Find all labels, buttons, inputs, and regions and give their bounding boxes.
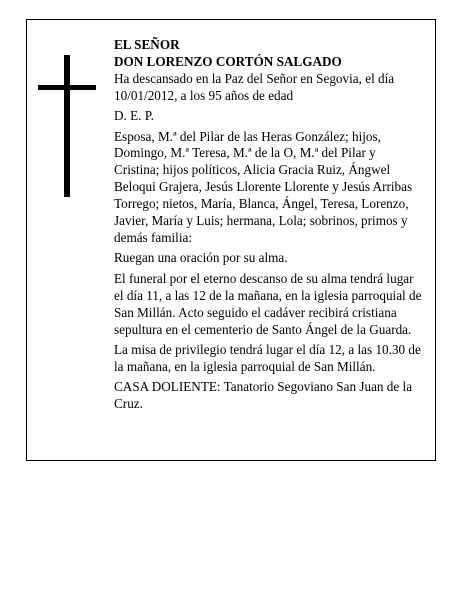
family-list: Esposa, M.ª del Pilar de las Heras González; hijos, Domingo, M.ª Teresa, M.ª de la O, M.ª del Pilar y Cristina; hijos políticos, Alicia Gracia Ruiz, Ángwel Beloqui Grajera, Jesús Llorente Llorente y Jesús Arribas Torrego; nietos, María, Blanca, Ángel, Teresa, Lorenzo, Javier, María y Luis; hermana, Lola; sobrinos, primos y demás familia: (114, 128, 413, 245)
funeral-details: El funeral por el eterno descanso de su alma tendrá lugar el día 11, a las 12 de la mañana, en la iglesia parroquial de San Millán. Acto seguido el cadáver recibirá cristiana sepultura en el cementerio de Santo Ángel de la Guarda. (114, 270, 422, 337)
cross-icon (38, 55, 96, 197)
cross-horizontal-bar (38, 85, 96, 90)
death-statement: Ha descansado en la Paz del Señor en Segovia, el día 10/01/2012, a los 95 años de edad (114, 70, 395, 103)
obituary-text (114, 37, 422, 417)
title-line-1: EL SEÑOR (114, 37, 180, 52)
prayer-request: Ruegan una oración por su alma. (114, 250, 288, 266)
mass-details: La misa de privilegio tendrá lugar el día 12, a las 10.30 de la mañana, en la iglesia parroquial de San Millán. (114, 341, 421, 374)
cross-vertical-bar (64, 55, 70, 197)
mourning-house: CASA DOLIENTE: Tanatorio Segoviano San Juan de la Cruz. (114, 379, 413, 412)
rip-abbreviation: D. E. P. (114, 108, 154, 124)
deceased-name: DON LORENZO CORTÓN SALGADO (114, 53, 342, 69)
